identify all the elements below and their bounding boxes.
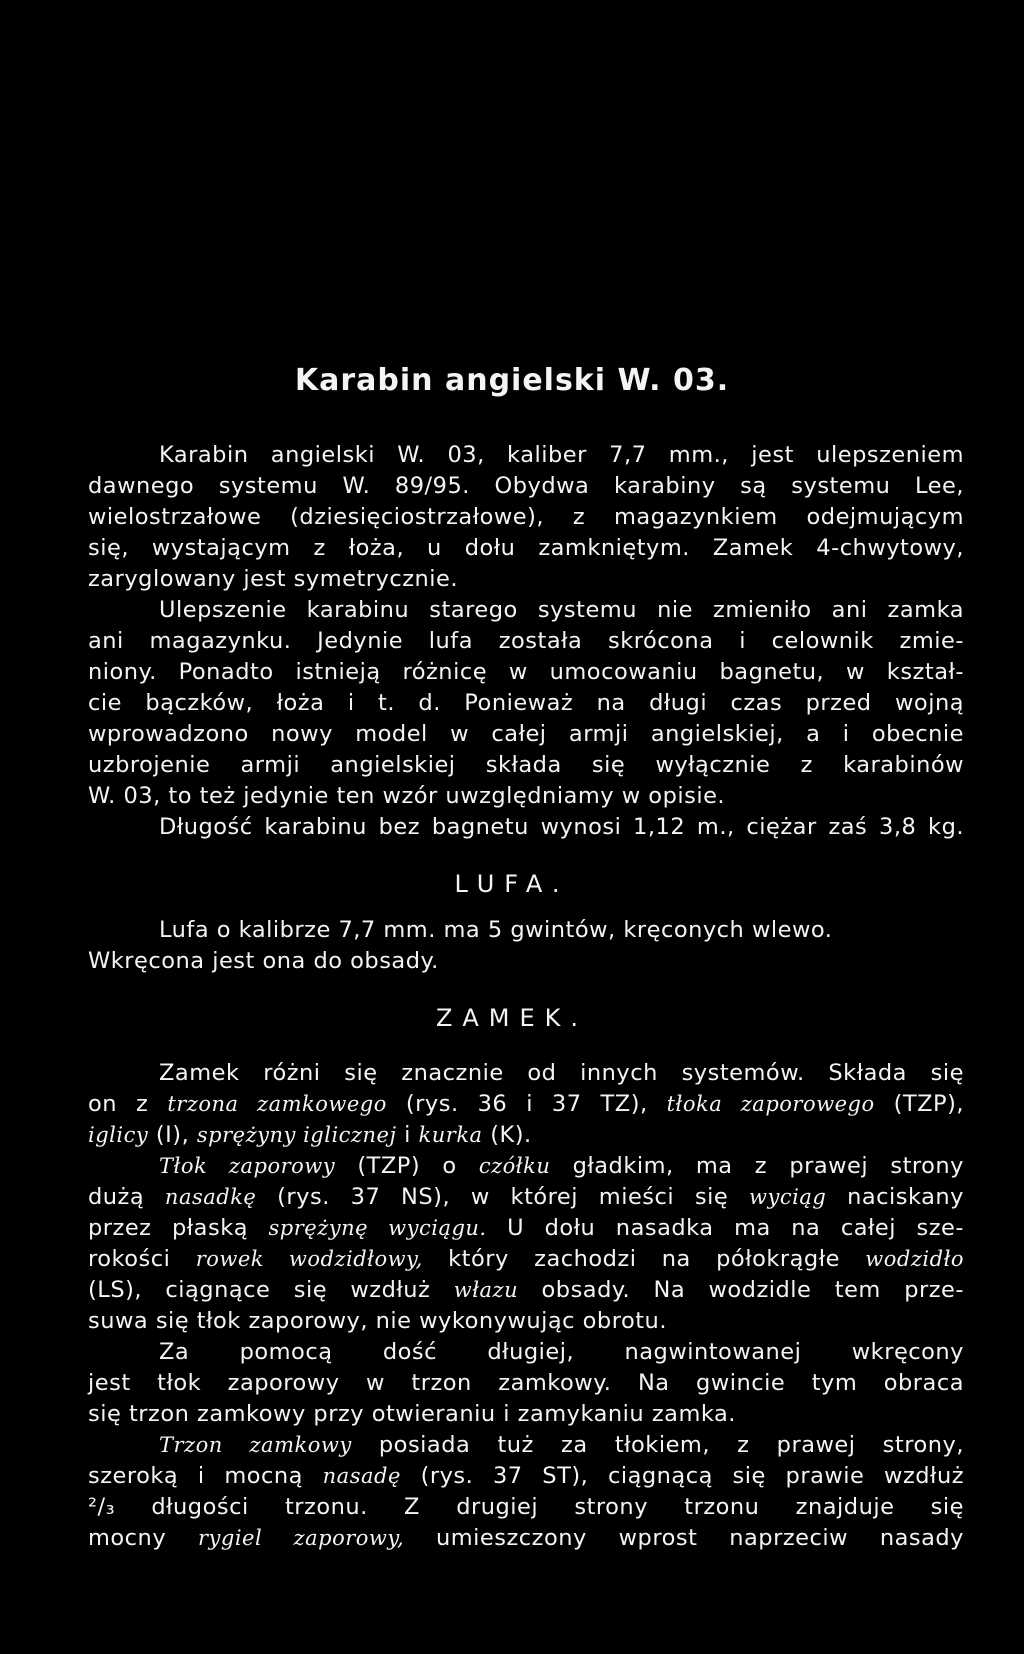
text-line: się, wystającym z łoża, u dołu zamkniętym. Zamek 4-chwytowy, <box>88 535 964 561</box>
text-run: on z <box>88 1091 149 1117</box>
text-line: Ulepszenie karabinu starego systemu nie zmieniło ani zamka <box>159 597 964 623</box>
italic-term: wyciąg <box>749 1185 827 1209</box>
text-run: (LS), ciągnące się wzdłuż <box>88 1277 431 1303</box>
italic-term: nasadkę <box>164 1185 257 1209</box>
text-line <box>159 1430 964 1460</box>
text-run: mocny <box>88 1525 167 1551</box>
italic-term: Tłok zaporowy <box>159 1154 336 1178</box>
text-line: niony. Ponadto istnieją różnicę w umocowaniu bagnetu, w kształ- <box>88 659 964 685</box>
italic-term: czółku <box>478 1154 551 1178</box>
text-line: ²/₃ długości trzonu. Z drugiej strony trzonu znajduje się <box>88 1494 964 1520</box>
text-run: (TZP), <box>893 1091 965 1117</box>
italic-term: rowek wodzidłowy, <box>195 1247 423 1271</box>
text-run: dużą <box>88 1184 145 1210</box>
italic-term: rygiel zaporowy, <box>197 1526 405 1550</box>
text-line <box>88 1461 964 1491</box>
section-heading-zamek: ZAMEK. <box>435 1004 589 1032</box>
text-line <box>88 1213 964 1243</box>
italic-term: iglicy <box>88 1123 149 1147</box>
text-line: cie bączków, łoża i t. d. Ponieważ na długi czas przed wojną <box>88 690 964 716</box>
text-run: (TZP) o <box>357 1153 457 1179</box>
italic-term: tłoka zaporowego <box>666 1092 875 1116</box>
text-line: się trzon zamkowy przy otwieraniu i zamykaniu zamka. <box>88 1401 736 1427</box>
text-line <box>159 1151 964 1181</box>
text-run: umieszczony wprost naprzeciw nasady <box>435 1525 964 1551</box>
text-run: przez płaską <box>88 1215 249 1241</box>
text-line: Wkręcona jest ona do obsady. <box>88 948 439 974</box>
text-run: który zachodzi na półokrągłe <box>448 1246 840 1272</box>
text-line: uzbrojenie armji angielskiej składa się wyłącznie z karabinów <box>88 752 964 778</box>
text-run: (rys. 36 i 37 TZ), <box>405 1091 648 1117</box>
page-title: Karabin angielski W. 03. <box>294 363 730 398</box>
italic-term: sprężyny iglicznej <box>196 1123 397 1147</box>
text-run: i <box>404 1122 411 1148</box>
text-line: W. 03, to też jedynie ten wzór uwzględniamy w opisie. <box>88 783 726 809</box>
text-run: rokości <box>88 1246 171 1272</box>
text-line: Za pomocą dość długiej, nagwintowanej wkręcony <box>159 1339 964 1365</box>
italic-term: wodzidło <box>865 1247 965 1271</box>
text-run: gładkim, ma z prawej strony <box>572 1153 965 1179</box>
italic-term: nasadę <box>322 1464 401 1488</box>
text-line <box>88 1523 964 1553</box>
text-run: (K). <box>490 1122 532 1148</box>
text-line: jest tłok zaporowy w trzon zamkowy. Na gwincie tym obraca <box>88 1370 964 1396</box>
text-run: naciskany <box>847 1184 964 1210</box>
text-line: wielostrzałowe (dziesięciostrzałowe), z magazynkiem odejmującym <box>88 504 964 530</box>
text-line: Zamek różni się znacznie od innych systemów. Składa się <box>159 1060 964 1086</box>
text-run: obsady. Na wodzidle tem prze- <box>541 1277 965 1303</box>
text-line: Lufa o kalibrze 7,7 mm. ma 5 gwintów, kręconych wlewo. <box>159 917 833 943</box>
text-run: szeroką i mocną <box>88 1463 303 1489</box>
text-line: ani magazynku. Jedynie lufa została skrócona i celownik zmie- <box>88 628 964 654</box>
text-line: suwa się tłok zaporowy, nie wykonywując obrotu. <box>88 1308 667 1334</box>
text-line <box>88 1089 964 1119</box>
text-run: posiada tuż za tłokiem, z prawej strony, <box>378 1432 964 1458</box>
text-line: zaryglowany jest symetrycznie. <box>88 566 459 592</box>
text-line <box>88 1244 964 1274</box>
text-line: Długość karabinu bez bagnetu wynosi 1,12 m., ciężar zaś 3,8 kg. <box>159 814 964 840</box>
italic-term: trzona zamkowego <box>167 1092 387 1116</box>
text-line <box>88 1182 964 1212</box>
text-run: (I), <box>155 1122 190 1148</box>
italic-term: włazu <box>453 1278 519 1302</box>
text-run: (rys. 37 NS), w której mieści się <box>277 1184 729 1210</box>
text-line: wprowadzono nowy model w całej armji angielskiej, a i obecnie <box>88 721 964 747</box>
text-line <box>88 1120 964 1150</box>
italic-term: sprężynę wyciągu. <box>268 1216 487 1240</box>
italic-term: Trzon zamkowy <box>159 1433 352 1457</box>
text-line <box>88 1275 964 1305</box>
text-run: (rys. 37 ST), ciągnącą się prawie wzdłuż <box>420 1463 965 1489</box>
italic-term: kurka <box>418 1123 483 1147</box>
text-line: dawnego systemu W. 89/95. Obydwa karabiny są systemu Lee, <box>88 473 964 499</box>
text-line: Karabin angielski W. 03, kaliber 7,7 mm., jest ulepszeniem <box>159 442 964 468</box>
section-heading-lufa: LUFA. <box>454 870 570 898</box>
text-run: U dołu nasadka ma na całej sze- <box>507 1215 964 1241</box>
